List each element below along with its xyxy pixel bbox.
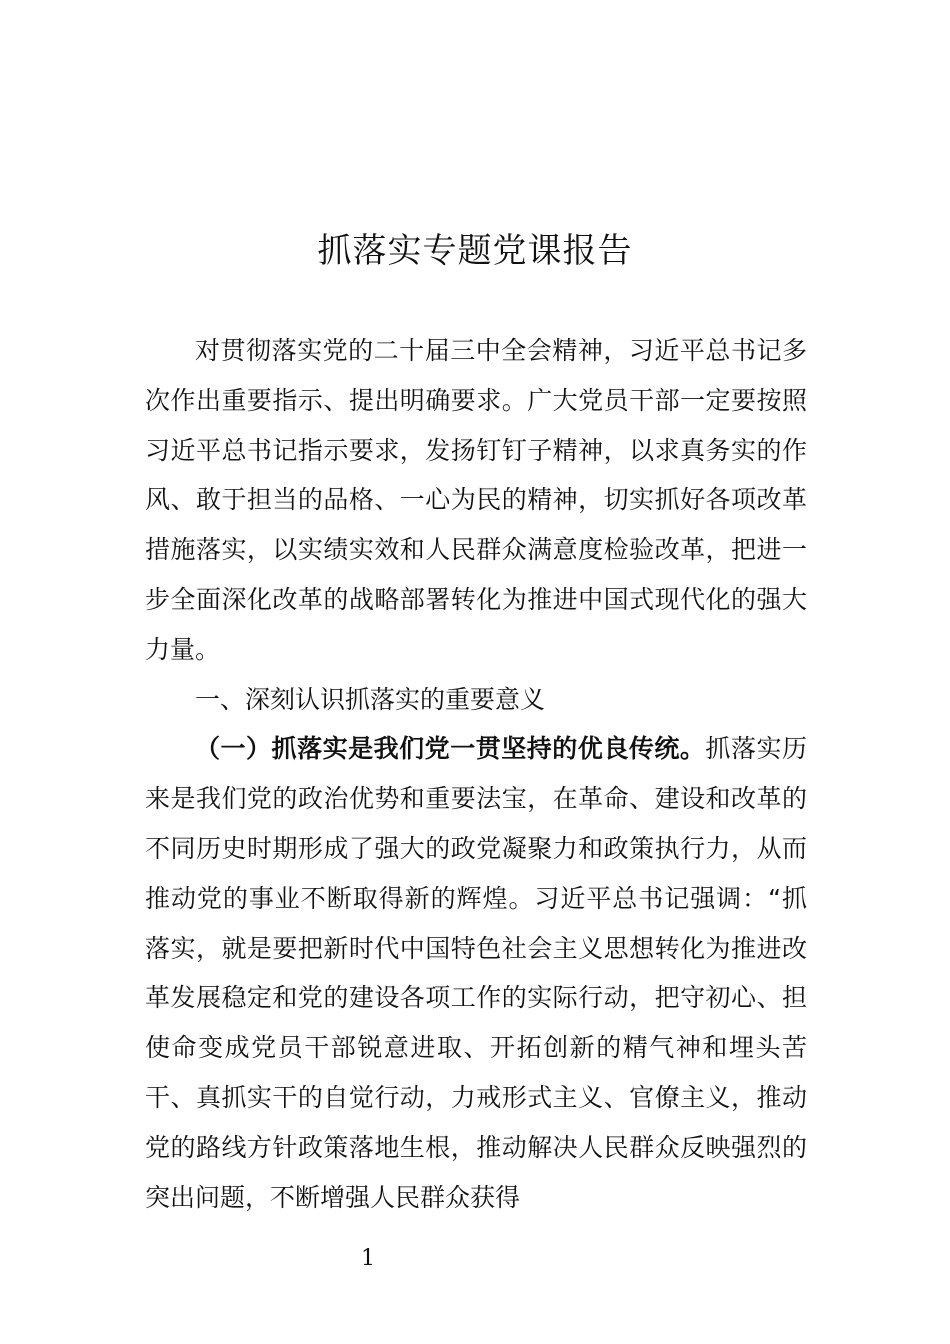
document-title: 抓落实专题党课报告 <box>317 231 633 271</box>
intro-paragraph: 对贯彻落实党的二十届三中全会精神，习近平总书记多次作出重要指示、提出明确要求。广大党员干部一定要按照习近平总书记指示要求，发扬钉钉子精神，以求真务实的作风、敢于担当的品格、一心为民的精神，切实抓好各项改革措施落实，以实绩实效和人民群众满意度检验改革，把进一步全面深化改革的战略部署转化为推进中国式现代化的强大力量。 <box>145 336 807 664</box>
document-body <box>145 326 807 1222</box>
subsection-text: 抓落实历来是我们党的政治优势和重要法宝，在革命、建设和改革的不同历史时期形成了强大的政党凝聚力和政策执行力，从而推动党的事业不断取得新的辉煌。习近平总书记强调：“抓落实，就是要把新时代中国特色社会主义思想转化为推进改革发展稳定和党的建设各项工作的实际行动，把守初心、担使命变成党员干部锐意进取、开拓创新的精气神和埋头苦干、真抓实干的自觉行动，力戒形式主义、官僚主义，推动党的路线方针政策落地生根，推动解决人民群众反映强烈的突出问题，不断增强人民群众获得 <box>145 734 807 1212</box>
section-heading: 一、深刻认识抓落实的重要意义 <box>195 684 546 714</box>
subsection-paragraph <box>145 724 807 1222</box>
page-number: 1 <box>361 1246 375 1271</box>
subsection-lead: （一）抓落实是我们党一贯坚持的优良传统。 <box>195 734 706 764</box>
